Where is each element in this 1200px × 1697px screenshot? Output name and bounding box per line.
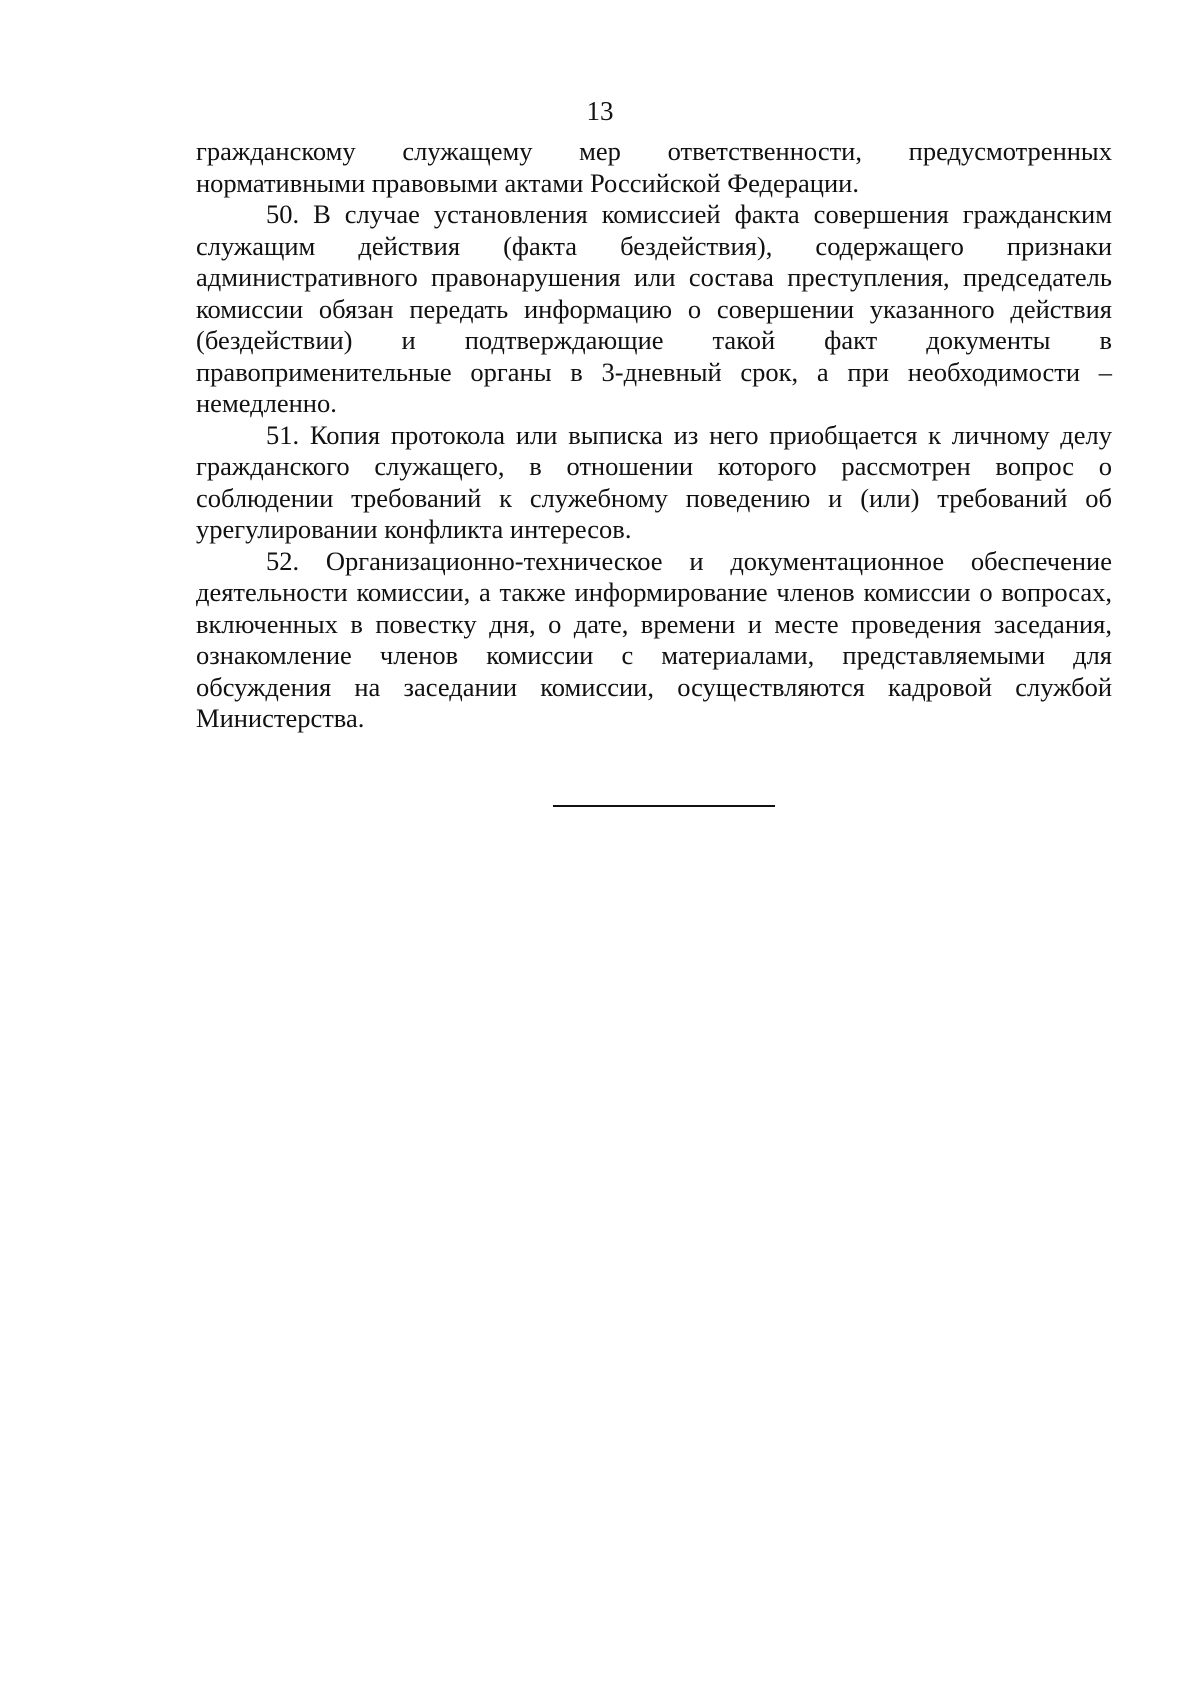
paragraph-51: 51. Копия протокола или выписка из него приобщается к личному делу гражданского служащего, в отношении которого рассмотрен вопрос о соблюдении требований к служебному поведению и (или) требований об урегулировании конфликта интересов. [196,419,1112,544]
paragraph-continuation: гражданскому служащему мер ответственности, предусмотренных нормативными правовыми актами Российской Федерации. [196,136,1112,198]
document-body [196,136,1112,735]
paragraph-50: 50. В случае установления комиссией факта совершения гражданским служащим действия (факта бездействия), содержащего признаки административного правонарушения или состава преступления, председатель комиссии обязан передать информацию о совершении указанного действия (бездействии) и подтверждающие такой факт документы в правоприменительные органы в 3-дневный срок, а при необходимости – немедленно. [196,199,1112,418]
end-of-text-divider [553,805,775,807]
paragraph-52: 52. Организационно-техническое и документационное обеспечение деятельности комиссии, а также информирование членов комиссии о вопросах, включенных в повестку дня, о дате, времени и месте проведения заседания, ознакомление членов комиссии с материалами, представляемыми для обсуждения на заседании комиссии, осуществляются кадровой службой Министерства. [196,545,1112,733]
page-number: 13 [586,96,614,126]
